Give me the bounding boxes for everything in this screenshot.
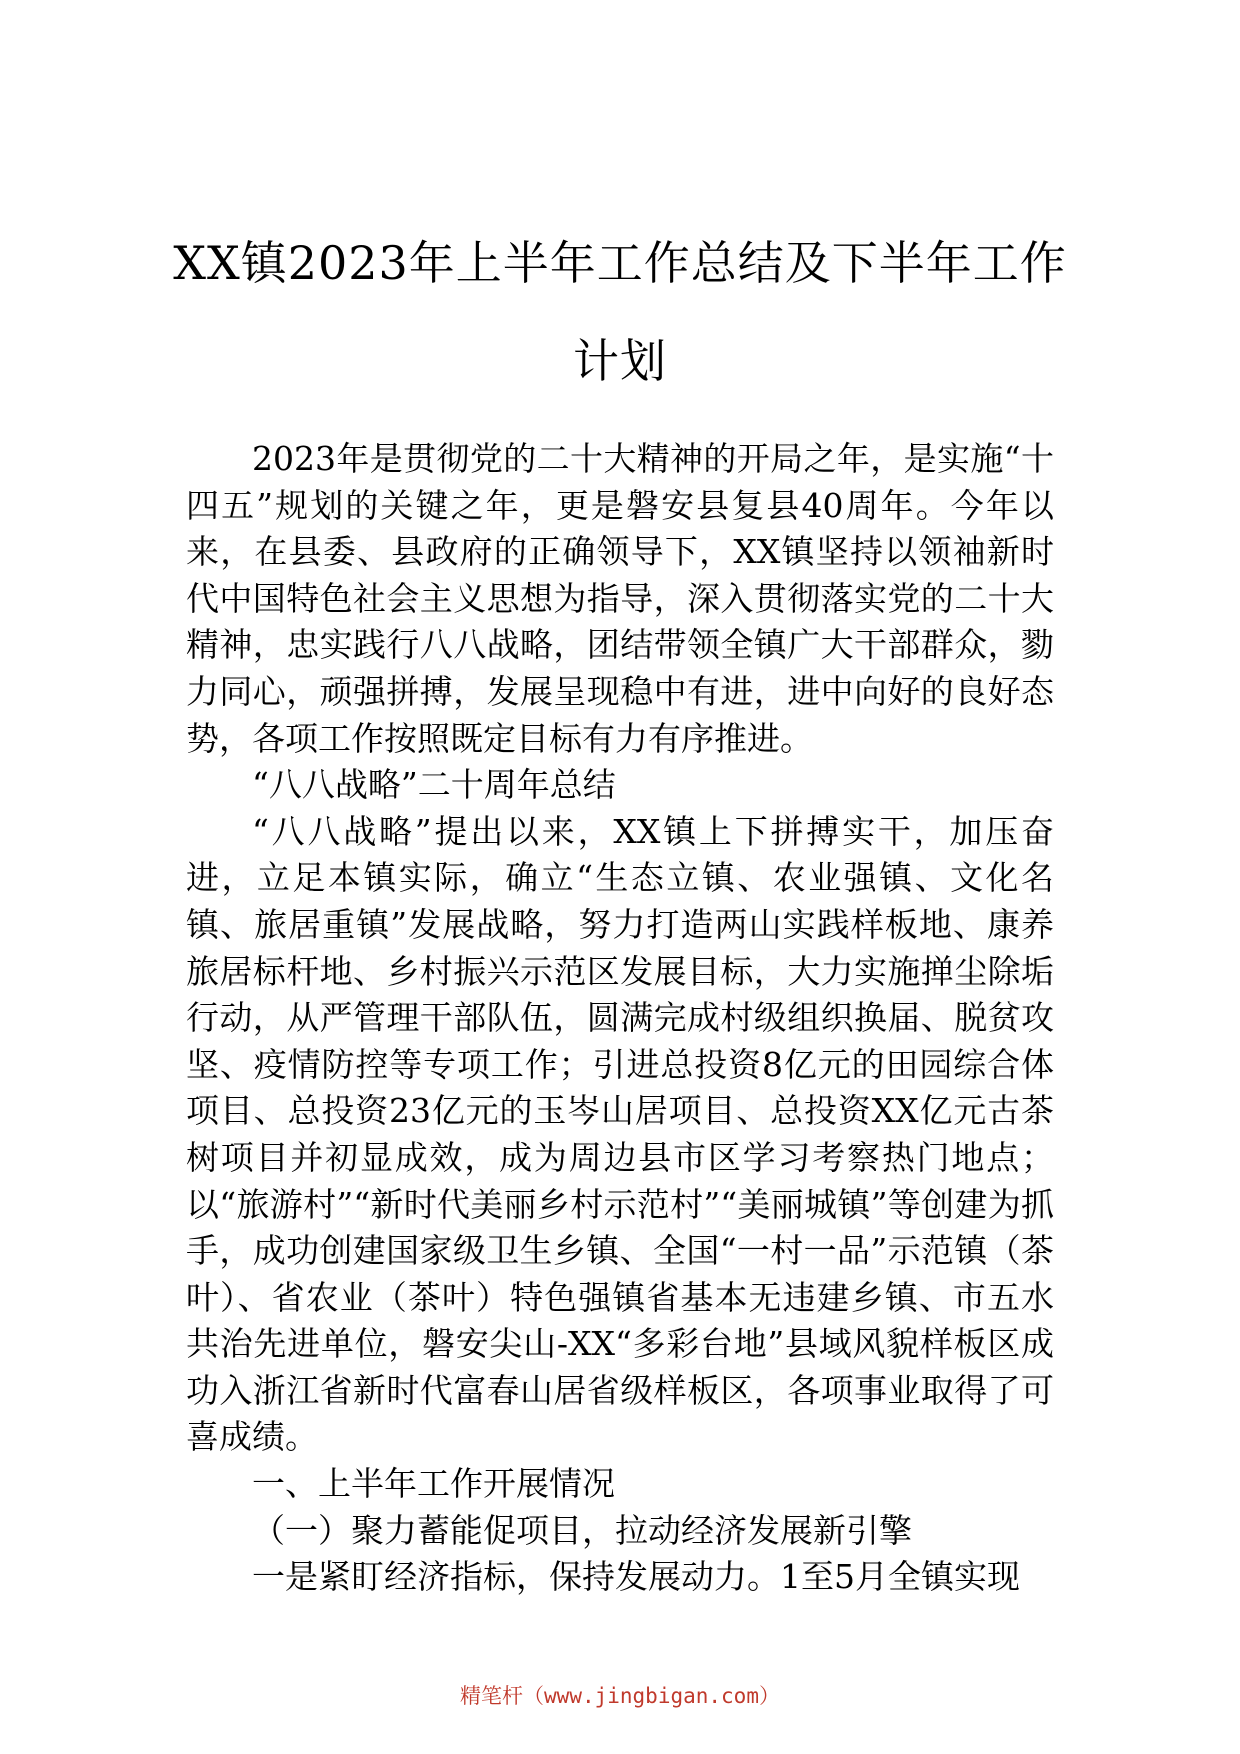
strategy-paragraph: “八八战略”提出以来，XX镇上下拼搏实干，加压奋进，立足本镇实际，确立“生态立镇、农业强镇、文化名镇、旅居重镇”发展战略，努力打造两山实践样板地、康养旅居标杆地、乡村振兴示范区发展目标，大力实施掸尘除垢行动，从严管理干部队伍，圆满完成村级组织换届、脱贫攻坚、疫情防控等专项工作；引进总投资8亿元的田园综合体项目、总投资23亿元的玉岑山居项目、总投资XX亿元古茶树项目并初显成效，成为周边县市区学习考察热门地点；以“旅游村”“新时代美丽乡村示范村”“美丽城镇”等创建为抓手，成功创建国家级卫生乡镇、全国“一村一品”示范镇（茶叶）、省农业（茶叶）特色强镇省基本无违建乡镇、市五水共治先进单位，磐安尖山-XX“多彩台地”县域风貌样板区成功入浙江省新时代富春山居省级样板区，各项事业取得了可喜成绩。 [186,811,1054,1457]
section-heading-first-half: 一、上半年工作开展情况 [252,1464,615,1504]
document-body [186,436,1054,1601]
document-title: XX镇2023年上半年工作总结及下半年工作计划 [173,236,1067,388]
footer-url: （www.jingbigan.com） [523,1684,780,1708]
section-heading-strategy: “八八战略”二十周年总结 [252,765,616,805]
footer-brand: 精笔杆 [460,1684,524,1708]
subsection-heading-projects: （一）聚力蓄能促项目，拉动经济发展新引擎 [252,1510,912,1550]
economic-indicators-paragraph: 一是紧盯经济指标，保持发展动力。1至5月全镇实现 [252,1557,1020,1597]
intro-paragraph: 2023年是贯彻党的二十大精神的开局之年，是实施“十四五”规划的关键之年，更是磐安县复县40周年。今年以来，在县委、县政府的正确领导下，XX镇坚持以领袖新时代中国特色社会主义思想为指导，深入贯彻落实党的二十大精神，忠实践行八八战略，团结带领全镇广大干部群众，勠力同心，顽强拼搏，发展呈现稳中有进，进中向好的良好态势，各项工作按照既定目标有力有序推进。 [186,439,1054,758]
footer-watermark [0,1680,1240,1710]
